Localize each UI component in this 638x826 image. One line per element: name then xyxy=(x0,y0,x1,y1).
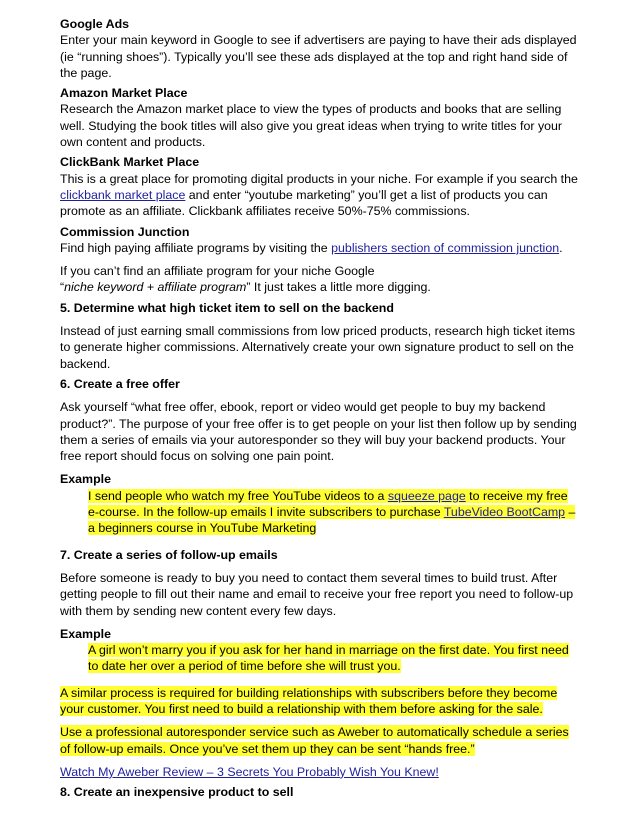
clickbank-text-after: and enter “youtube marketing” you’ll get a list of products you can promote as an affiliate. Clickbank affiliates receive 50%-75% commissions. xyxy=(60,187,548,219)
cj-text-after: . xyxy=(559,240,563,255)
fallback-line2 xyxy=(60,279,578,295)
clickbank-heading: ClickBank Market Place xyxy=(60,155,200,170)
step7-body: Before someone is ready to buy you need to contact them several times to build trust. After getting people to fill out their name and email to receive your free report you need to follow-up with them by sending new content every few days. xyxy=(60,570,574,618)
squeeze-page-link[interactable]: squeeze page xyxy=(387,488,466,503)
step7-aweber-text: Use a professional autoresponder service such as Aweber to automatically schedule a series of follow-up emails. Once you’ve set them up they can be sent “hands free.” xyxy=(60,725,569,756)
fallback-section xyxy=(60,263,578,296)
step7-example-text: A girl won’t marry you if you ask for her hand in marriage on the first date. You first need to date her over a period of time before she will trust you. xyxy=(88,643,569,674)
amazon-body: Research the Amazon market place to view the types of products and books that are selling well. Studying the book titles will also give you great ideas when trying to write titles for your own content and products. xyxy=(60,102,563,150)
fallback-quote-close: ” It just takes a little more digging. xyxy=(246,280,431,295)
step7-heading: 7. Create a series of follow-up emails xyxy=(60,547,278,562)
cj-text-before: Find high paying affiliate programs by visiting the xyxy=(60,240,332,255)
google-ads-section xyxy=(60,16,578,81)
cj-heading: Commission Junction xyxy=(60,224,190,239)
step5-heading: 5. Determine what high ticket item to sell on the backend xyxy=(60,300,394,315)
step6-body: Ask yourself “what free offer, ebook, report or video would get people to buy my backend product?”. The purpose of your free offer is to get people on your list then follow up by sending them a series of emails via your autoresponder so they will buy your backend products. Your free report should focus on solving one pain point. xyxy=(60,400,577,464)
step6-example-before: I send people who watch my free YouTube videos to a xyxy=(88,488,388,503)
step7-aweber-para xyxy=(60,724,578,757)
amazon-section xyxy=(60,85,578,150)
cj-section xyxy=(60,224,578,257)
step6-example-label: Example xyxy=(60,472,111,487)
clickbank-section xyxy=(60,154,578,219)
cj-publishers-link[interactable]: publishers section of commission junction xyxy=(331,240,560,255)
step8-heading: 8. Create an inexpensive product to sell xyxy=(60,785,294,800)
step6-example-mid: to receive my free e-course. In the follow-up emails I invite subscribers to purchase xyxy=(88,488,568,520)
clickbank-text-before: This is a great place for promoting digital products in your niche. For example if you search the xyxy=(60,171,578,186)
step8-section xyxy=(60,784,578,800)
step7-example-label: Example xyxy=(60,626,111,641)
clickbank-body xyxy=(60,171,578,220)
step6-section xyxy=(60,376,578,537)
aweber-review-para xyxy=(60,764,578,780)
step7-similar-para xyxy=(60,685,578,718)
google-ads-heading: Google Ads xyxy=(60,17,130,31)
step6-example-after: – a beginners course in YouTube Marketing xyxy=(88,505,576,536)
fallback-quote-open: “ xyxy=(60,280,65,295)
step7-example xyxy=(60,642,578,675)
step7-section xyxy=(60,547,578,781)
fallback-search-phrase: niche keyword + affiliate program xyxy=(64,280,247,295)
clickbank-link[interactable]: clickbank market place xyxy=(60,187,186,202)
fallback-line1: If you can’t find an affiliate program for your niche Google xyxy=(60,264,375,279)
step5-body: Instead of just earning small commissions from low priced products, research high ticket items to generate higher commissions. Alternatively create your own signature product to sell on the backend. xyxy=(60,324,576,371)
step6-heading: 6. Create a free offer xyxy=(60,376,180,391)
tubevideo-bootcamp-link[interactable]: TubeVideo BootCamp xyxy=(443,505,566,520)
amazon-heading: Amazon Market Place xyxy=(60,86,188,101)
aweber-review-link[interactable]: Watch My Aweber Review – 3 Secrets You Probably Wish You Knew! xyxy=(60,764,439,779)
cj-body xyxy=(60,240,578,256)
step5-section xyxy=(60,300,578,372)
google-ads-body: Enter your main keyword in Google to see if advertisers are paying to have their ads displayed (ie “running shoes”). Typically you’ll see these ads displayed at the top and right hand side of the page. xyxy=(60,33,577,80)
step7-similar-text: A similar process is required for building relationships with subscribers before they become your customer. You first need to build a relationship with them before asking for the sale. xyxy=(60,685,558,716)
step6-example xyxy=(60,488,578,537)
